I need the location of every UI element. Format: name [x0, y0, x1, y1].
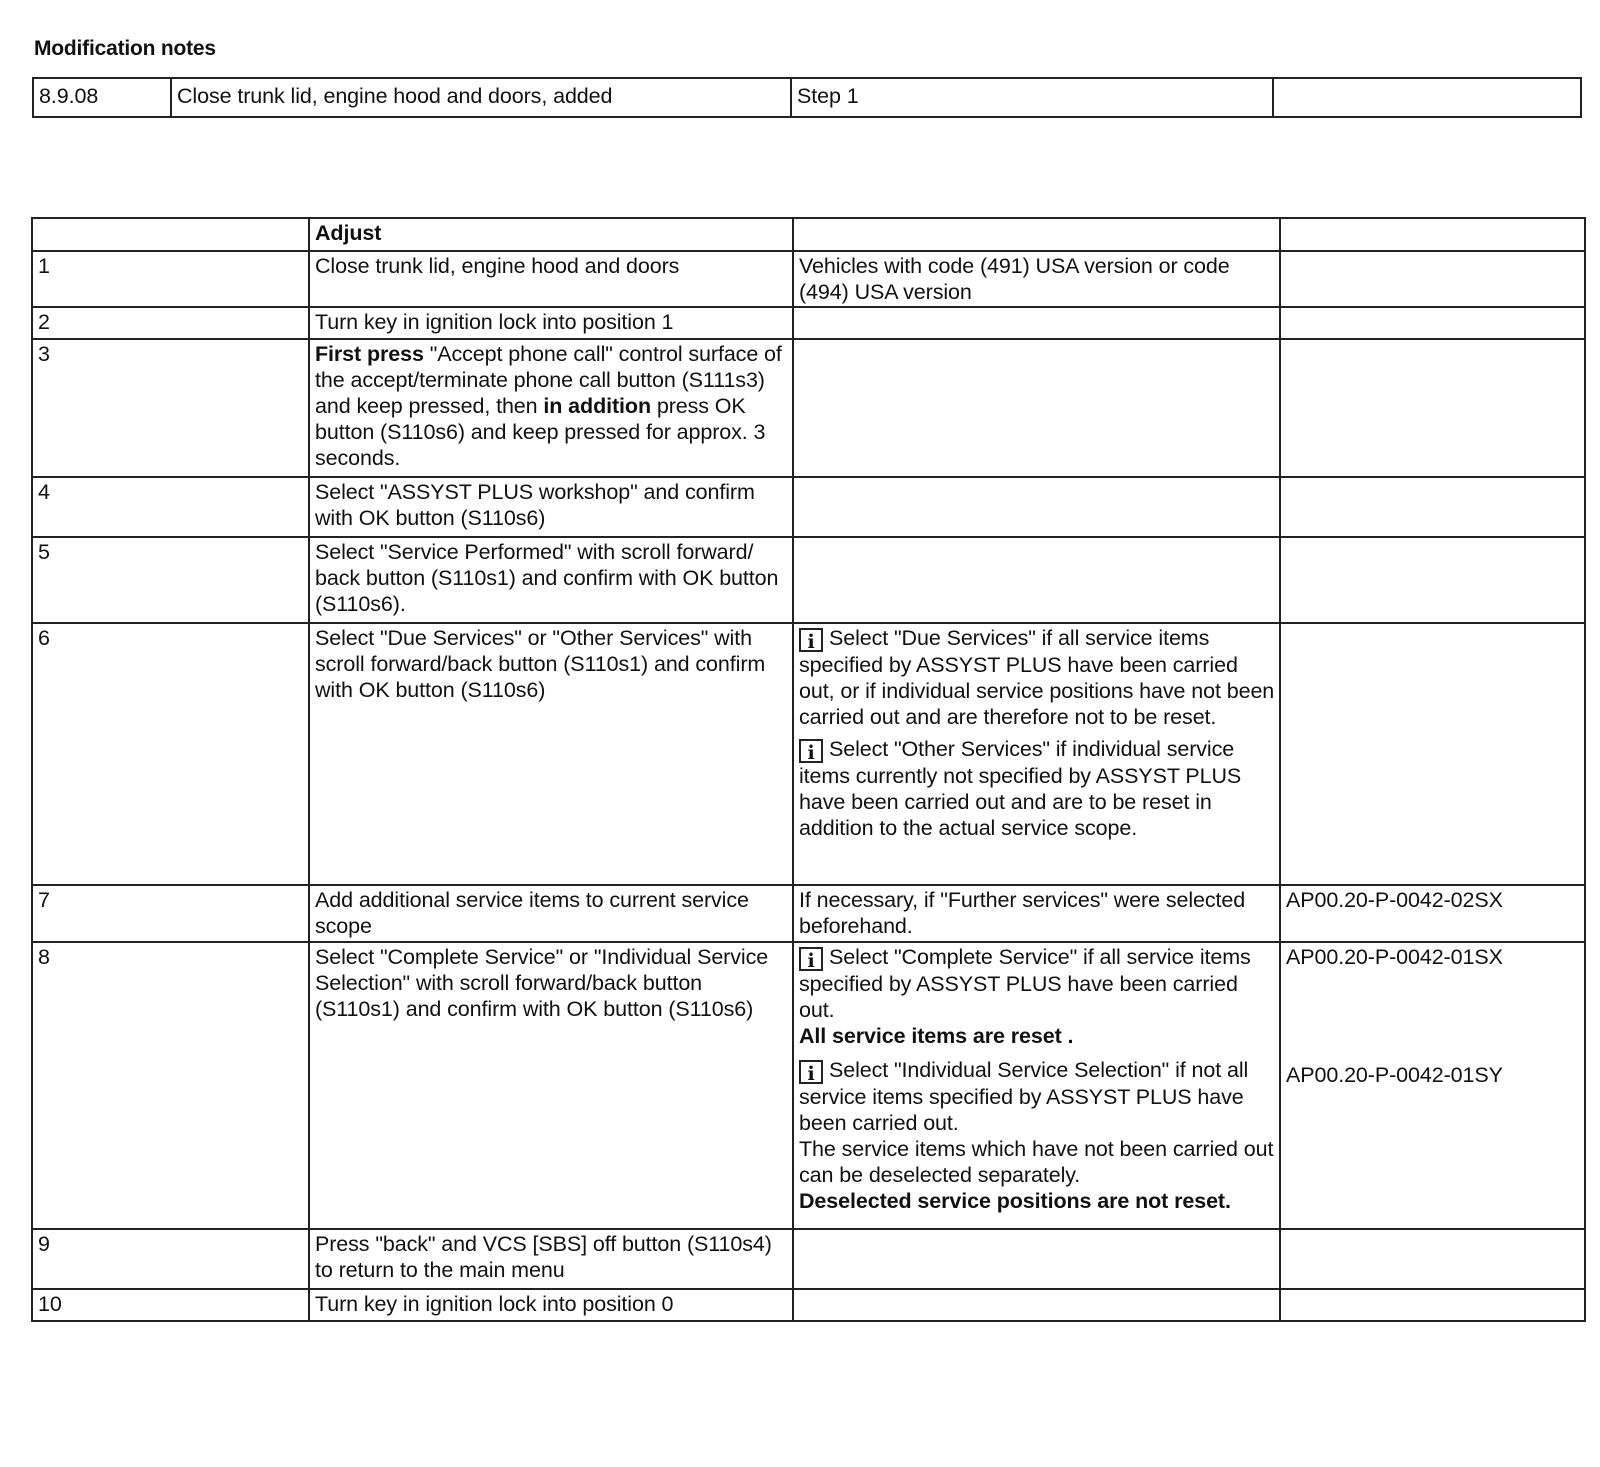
- step-ref: [1280, 942, 1585, 1229]
- step-note: [793, 942, 1280, 1229]
- table-row: [32, 251, 1585, 307]
- step-action: Close trunk lid, engine hood and doors: [309, 251, 793, 307]
- step-note: Vehicles with code (491) USA version or code (494) USA version: [793, 251, 1280, 307]
- step-number: 4: [32, 477, 309, 537]
- step-number: 3: [32, 339, 309, 477]
- step-note: [793, 1289, 1280, 1321]
- modification-date: 8.9.08: [33, 78, 171, 117]
- header-adjust: Adjust: [309, 218, 793, 251]
- step-action: [309, 339, 793, 477]
- info-note-text: Select "Due Services" if all service items specified by ASSYST PLUS have been carried out, or if individual service positions have not been carried out and are therefore not to be reset.: [799, 626, 1275, 729]
- step-action: Add additional service items to current service scope: [309, 885, 793, 942]
- step-number: 8: [32, 942, 309, 1229]
- step-action: Select "Due Services" or "Other Services" with scroll forward/back button (S110s1) and confirm with OK button (S110s6): [309, 623, 793, 885]
- step-note: [793, 1229, 1280, 1289]
- step-ref: [1280, 1229, 1585, 1289]
- table-row: [32, 942, 1585, 1229]
- modification-text: Close trunk lid, engine hood and doors, added: [171, 78, 791, 117]
- header-ref-cell: [1280, 218, 1585, 251]
- info-icon: i: [799, 1060, 823, 1084]
- step-note: [793, 477, 1280, 537]
- step-ref: [1280, 477, 1585, 537]
- step-ref: [1280, 251, 1585, 307]
- table-header-row: [32, 218, 1585, 251]
- table-row: [32, 477, 1585, 537]
- step-number: 7: [32, 885, 309, 942]
- step-action: Select "ASSYST PLUS workshop" and confirm with OK button (S110s6): [309, 477, 793, 537]
- step-number: 6: [32, 623, 309, 885]
- step-ref: [1280, 339, 1585, 477]
- step-note: [793, 307, 1280, 339]
- table-row: [32, 339, 1585, 477]
- modification-extra: [1273, 78, 1581, 117]
- step-note: If necessary, if "Further services" were selected beforehand.: [793, 885, 1280, 942]
- step-action: Select "Complete Service" or "Individual Service Selection" with scroll forward/back button (S110s1) and confirm with OK button (S110s6): [309, 942, 793, 1229]
- modification-step: Step 1: [791, 78, 1273, 117]
- ref-individual-service: AP00.20-P-0042-01SY: [1286, 1063, 1503, 1087]
- info-note: [799, 944, 1275, 1049]
- info-note-text: Select "Individual Service Selection" if not all service items specified by ASSYST PLUS have been carried out.: [799, 1058, 1249, 1135]
- table-row: [32, 1229, 1585, 1289]
- step-number: 5: [32, 537, 309, 623]
- step-number: 2: [32, 307, 309, 339]
- step-action: Turn key in ignition lock into position 1: [309, 307, 793, 339]
- step-ref: [1280, 307, 1585, 339]
- step-number: 10: [32, 1289, 309, 1321]
- action-text: "Accept phone call" control surface of the accept/terminate phone call button (S111s3) and keep pressed, then: [315, 342, 782, 418]
- action-bold-in-addition: in addition: [543, 394, 651, 418]
- modification-notes-table: [32, 77, 1582, 118]
- info-icon: i: [799, 628, 823, 652]
- step-number: 9: [32, 1229, 309, 1289]
- table-row: [32, 307, 1585, 339]
- action-text: press OK button (S110s6) and keep pressed for approx. 3 seconds.: [315, 394, 766, 470]
- page-heading: Modification notes: [34, 37, 216, 60]
- table-row: [32, 623, 1585, 885]
- info-note: [799, 736, 1275, 841]
- step-ref: [1280, 623, 1585, 885]
- info-note-bold: All service items are reset .: [799, 1024, 1074, 1048]
- header-note-cell: [793, 218, 1280, 251]
- step-note: [793, 623, 1280, 885]
- info-note-text: The service items which have not been carried out can be deselected separately.: [799, 1137, 1274, 1187]
- step-action: Select "Service Performed" with scroll forward/ back button (S110s1) and confirm with OK button (S110s6).: [309, 537, 793, 623]
- step-ref: [1280, 537, 1585, 623]
- table-row: [33, 78, 1581, 117]
- action-bold-first-press: First press: [315, 342, 424, 366]
- info-note: [799, 625, 1275, 730]
- table-row: [32, 537, 1585, 623]
- step-note: [793, 339, 1280, 477]
- info-note: [799, 1057, 1275, 1214]
- procedure-table: [31, 217, 1586, 1322]
- info-note-text: Select "Other Services" if individual service items currently not specified by ASSYST PLUS have been carried out and are to be reset in addition to the actual service scope.: [799, 737, 1242, 840]
- header-num-cell: [32, 218, 309, 251]
- info-icon: i: [799, 739, 823, 763]
- ref-complete-service: AP00.20-P-0042-01SX: [1286, 945, 1503, 969]
- step-note: [793, 537, 1280, 623]
- info-note-text: Select "Complete Service" if all service items specified by ASSYST PLUS have been carried out.: [799, 945, 1251, 1022]
- step-number: 1: [32, 251, 309, 307]
- step-action: Turn key in ignition lock into position 0: [309, 1289, 793, 1321]
- step-ref: [1280, 1289, 1585, 1321]
- info-icon: i: [799, 947, 823, 971]
- table-row: [32, 885, 1585, 942]
- step-ref: AP00.20-P-0042-02SX: [1280, 885, 1585, 942]
- step-action: Press "back" and VCS [SBS] off button (S110s4) to return to the main menu: [309, 1229, 793, 1289]
- info-note-bold: Deselected service positions are not reset.: [799, 1189, 1231, 1213]
- table-row: [32, 1289, 1585, 1321]
